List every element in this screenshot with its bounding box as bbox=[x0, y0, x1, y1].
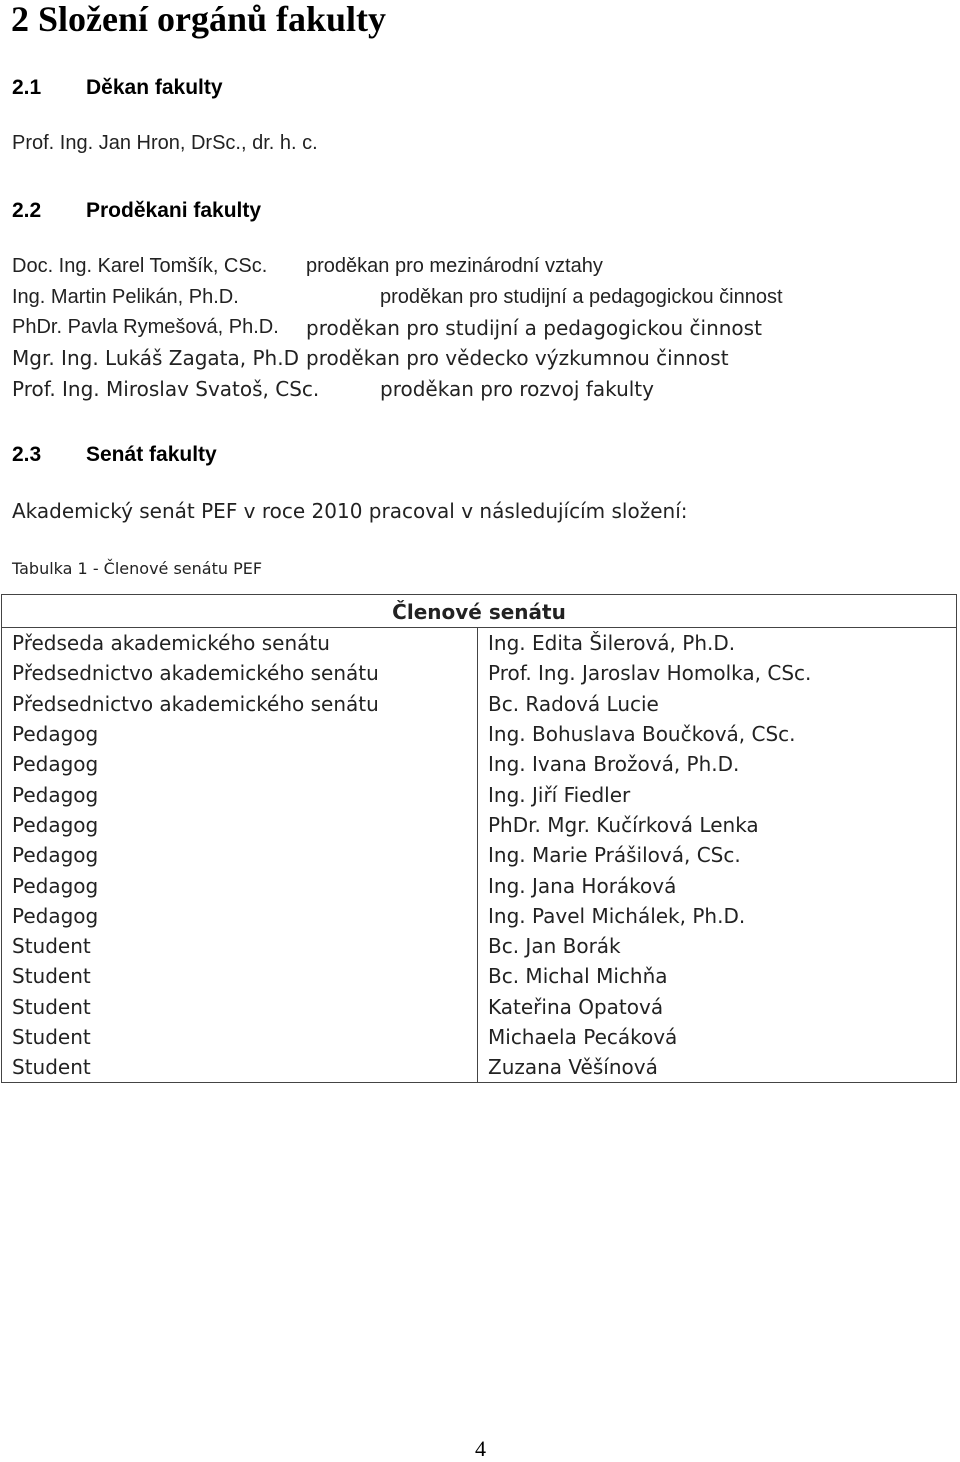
section-title-dean: Děkan fakulty bbox=[86, 76, 223, 99]
table-row bbox=[2, 658, 957, 688]
member-name-cell: Zuzana Věšínová bbox=[478, 1052, 957, 1083]
member-role-cell: Pedagog bbox=[2, 779, 478, 809]
member-name-cell: Bc. Radová Lucie bbox=[478, 689, 957, 719]
member-role-cell: Pedagog bbox=[2, 719, 478, 749]
table-row bbox=[2, 870, 957, 900]
member-role-cell: Předsednictvo akademického senátu bbox=[2, 689, 478, 719]
member-name-cell: Ing. Pavel Michálek, Ph.D. bbox=[478, 901, 957, 931]
senate-intro: Akademický senát PEF v roce 2010 pracoval v následujícím složení: bbox=[12, 499, 688, 523]
member-name-cell: Prof. Ing. Jaroslav Homolka, CSc. bbox=[478, 658, 957, 688]
member-role-cell: Předsednictvo akademického senátu bbox=[2, 658, 478, 688]
table-row bbox=[2, 628, 957, 659]
member-role-cell: Student bbox=[2, 1052, 478, 1083]
section-title-senate: Senát fakulty bbox=[86, 443, 217, 466]
member-role-cell: Pedagog bbox=[2, 840, 478, 870]
table-header: Členové senátu bbox=[2, 595, 957, 628]
table-row bbox=[2, 931, 957, 961]
table-row bbox=[2, 779, 957, 809]
vice-dean-role: proděkan pro studijní a pedagogickou činnost bbox=[306, 316, 762, 340]
member-name-cell: Ing. Marie Prášilová, CSc. bbox=[478, 840, 957, 870]
table-row bbox=[2, 719, 957, 749]
vice-dean-role: proděkan pro rozvoj fakulty bbox=[380, 377, 654, 401]
table-row bbox=[2, 1052, 957, 1083]
vice-dean-name: Mgr. Ing. Lukáš Zagata, Ph.D bbox=[12, 346, 299, 370]
table-caption: Tabulka 1 - Členové senátu PEF bbox=[12, 559, 263, 578]
vice-dean-name: PhDr. Pavla Rymešová, Ph.D. bbox=[12, 316, 279, 338]
table-row bbox=[2, 1022, 957, 1052]
member-name-cell: Ing. Edita Šilerová, Ph.D. bbox=[478, 628, 957, 659]
member-role-cell: Pedagog bbox=[2, 749, 478, 779]
page-heading: 2 Složení orgánů fakulty bbox=[11, 0, 387, 39]
member-role-cell: Pedagog bbox=[2, 810, 478, 840]
member-name-cell: Bc. Jan Borák bbox=[478, 931, 957, 961]
table-row bbox=[2, 810, 957, 840]
table-row bbox=[2, 689, 957, 719]
section-number-vice-deans: 2.2 bbox=[12, 199, 42, 222]
vice-dean-role: proděkan pro mezinárodní vztahy bbox=[306, 255, 603, 277]
section-number-senate: 2.3 bbox=[12, 443, 42, 466]
page-number: 4 bbox=[475, 1436, 486, 1461]
member-name-cell: Ing. Bohuslava Boučková, CSc. bbox=[478, 719, 957, 749]
member-role-cell: Předseda akademického senátu bbox=[2, 628, 478, 659]
table-row bbox=[2, 840, 957, 870]
vice-dean-name: Prof. Ing. Miroslav Svatoš, CSc. bbox=[12, 377, 320, 401]
member-name-cell: PhDr. Mgr. Kučírková Lenka bbox=[478, 810, 957, 840]
member-name-cell: Kateřina Opatová bbox=[478, 992, 957, 1022]
section-number-dean: 2.1 bbox=[12, 76, 42, 99]
member-role-cell: Student bbox=[2, 992, 478, 1022]
member-role-cell: Student bbox=[2, 1022, 478, 1052]
vice-dean-role: proděkan pro vědecko výzkumnou činnost bbox=[306, 346, 729, 370]
member-role-cell: Student bbox=[2, 961, 478, 991]
dean-name: Prof. Ing. Jan Hron, DrSc., dr. h. c. bbox=[12, 132, 318, 154]
table-row bbox=[2, 992, 957, 1022]
vice-dean-name: Ing. Martin Pelikán, Ph.D. bbox=[12, 286, 239, 308]
table-row bbox=[2, 749, 957, 779]
member-name-cell: Ing. Jana Horáková bbox=[478, 870, 957, 900]
table-row bbox=[2, 961, 957, 991]
table-row bbox=[2, 901, 957, 931]
section-title-vice-deans: Proděkani fakulty bbox=[86, 199, 262, 222]
member-name-cell: Ing. Ivana Brožová, Ph.D. bbox=[478, 749, 957, 779]
member-name-cell: Michaela Pecáková bbox=[478, 1022, 957, 1052]
member-name-cell: Bc. Michal Michňa bbox=[478, 961, 957, 991]
member-role-cell: Pedagog bbox=[2, 901, 478, 931]
vice-dean-role: proděkan pro studijní a pedagogickou činnost bbox=[380, 286, 783, 308]
member-name-cell: Ing. Jiří Fiedler bbox=[478, 779, 957, 809]
member-role-cell: Pedagog bbox=[2, 870, 478, 900]
senate-members-table bbox=[1, 594, 957, 1083]
vice-dean-name: Doc. Ing. Karel Tomšík, CSc. bbox=[12, 255, 268, 277]
member-role-cell: Student bbox=[2, 931, 478, 961]
